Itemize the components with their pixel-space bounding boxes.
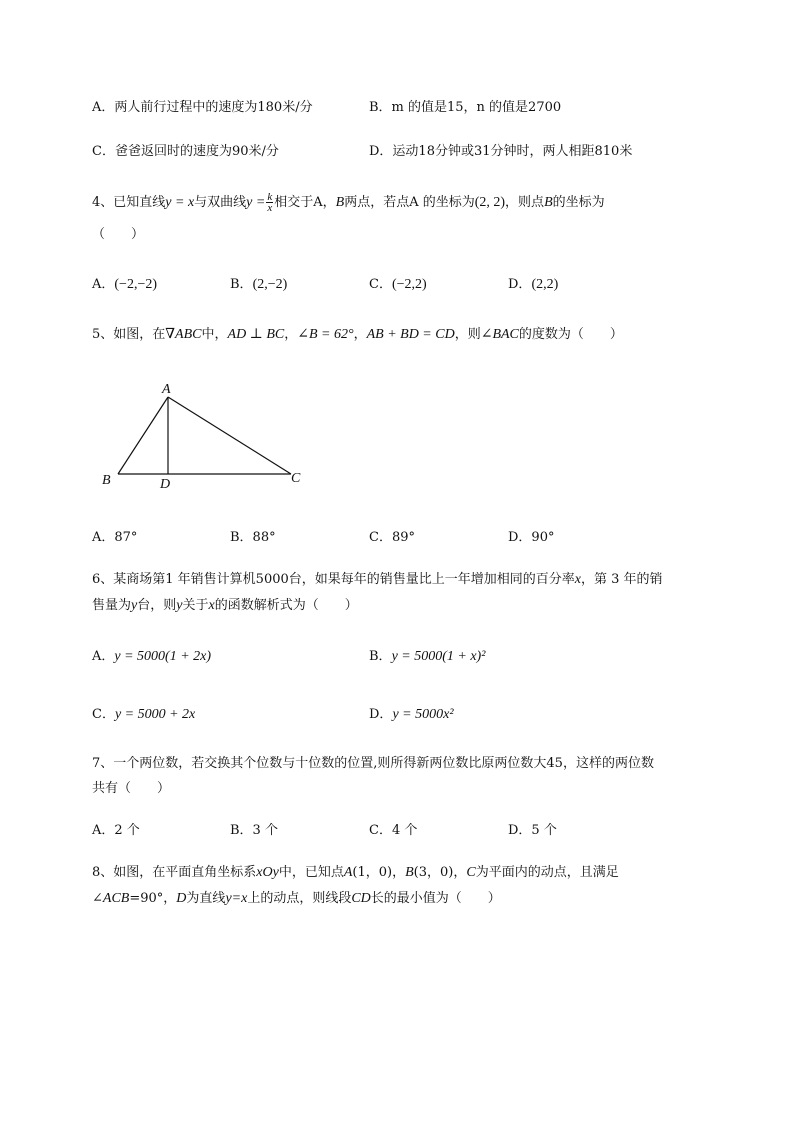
q5-side-ab <box>118 397 168 474</box>
q4-text-2: 与双曲线 <box>194 195 247 210</box>
q4-stem <box>92 192 605 213</box>
q8-text-6: ∠ <box>92 891 103 906</box>
q3-option-a: A．两人前行过程中的速度为180米/分 <box>92 100 313 115</box>
q6-option-b-value: y = 5000(1 + x)² <box>391 649 486 664</box>
q5-angle-bac: ∠BAC <box>480 327 519 342</box>
q8-text-2: 中，已知点 <box>278 865 344 880</box>
q5-option-d: D．90° <box>508 530 555 545</box>
q8-point-a: A <box>343 865 353 880</box>
q3-option-d: D．运动18分钟或31分钟时，两人相距810米 <box>369 144 633 159</box>
q4-text-1: 4、已知直线 <box>92 195 166 210</box>
q6-var-x-2: x <box>208 598 215 613</box>
q5-label-a: A <box>162 382 171 397</box>
q4-fraction <box>266 192 273 213</box>
q6-text-6: 的函数解析式为（ ） <box>214 598 358 613</box>
q5-option-c: C．89° <box>369 530 415 545</box>
q7-option-a: A．2 个 <box>92 823 140 838</box>
q6-option-d-label: D． <box>369 707 393 722</box>
q6-option-c-value: y = 5000 + 2x <box>114 707 196 722</box>
q8-text-10: 长的最小值为（ ） <box>370 891 501 906</box>
q8-stem-line-1 <box>92 864 619 882</box>
q4-text-3: 相交于A， <box>274 195 336 210</box>
q6-var-y-2: y <box>176 598 183 613</box>
q4-option-d <box>508 276 558 294</box>
q6-text-3: 售量为 <box>92 598 132 613</box>
q4-hyperbola-lhs: y = <box>246 195 266 210</box>
q7-stem-line-1: 7、一个两位数，若交换其个位数与十位数的位置,则所得新两位数比原两位数大45，这样的两位数 <box>92 756 654 771</box>
q5-option-a: A．87° <box>92 530 138 545</box>
q8-angle-acb: ACB <box>102 891 130 906</box>
q6-option-c-label: C． <box>92 707 115 722</box>
q5-condition-3: AB + BD = CD <box>366 327 455 342</box>
q4-answer-paren: （ ） <box>92 227 145 242</box>
q6-text-4: 台，则 <box>137 598 177 613</box>
q8-text-9: 上的动点，则线段 <box>247 891 352 906</box>
q5-side-ac <box>168 397 291 474</box>
q5-condition-2: ∠B = 62° <box>297 327 354 342</box>
q6-option-b <box>369 648 485 666</box>
q7-option-d: D．5 个 <box>508 823 557 838</box>
q8-text-4: (3，0)， <box>413 865 467 880</box>
q8-stem-line-2 <box>92 890 501 908</box>
q4-option-c <box>369 276 427 294</box>
q5-text-3: ， <box>284 327 298 342</box>
q6-stem-line-2 <box>92 597 358 615</box>
q5-option-b: B．88° <box>230 530 276 545</box>
q4-option-b <box>230 276 287 294</box>
q8-point-d: D <box>176 891 187 906</box>
q5-text-2: 中， <box>201 327 228 342</box>
q4-option-c-value: (−2,2) <box>391 277 427 292</box>
q6-option-b-label: B． <box>369 649 392 664</box>
q5-text-5: ，则 <box>454 327 481 342</box>
q3-option-c: C．爸爸返回时的速度为90米/分 <box>92 144 279 159</box>
q6-text-5: 关于 <box>182 598 209 613</box>
q4-text-6: 的坐标为 <box>552 195 605 210</box>
q8-text-1: 8、如图，在平面直角坐标系 <box>92 865 257 880</box>
q5-label-c: C <box>291 471 301 486</box>
q6-option-d-value: y = 5000x² <box>392 707 454 722</box>
q6-option-a <box>92 648 211 666</box>
q5-label-d: D <box>160 477 171 492</box>
q4-point-b: B <box>335 195 345 210</box>
q4-fraction-denominator: x <box>267 202 273 214</box>
q6-text-1: 6、某商场第1 年销售计算机5000台，如果每年的销售量比上一年增加相同的百分率 <box>92 572 575 587</box>
q7-option-c: C．4 个 <box>369 823 418 838</box>
q8-text-7: =90°， <box>129 891 177 906</box>
q4-fraction-numerator: k <box>267 191 273 203</box>
q5-label-b: B <box>102 473 111 488</box>
q8-text-5: 为平面内的动点，且满足 <box>475 865 619 880</box>
q5-text-4: ， <box>353 327 367 342</box>
q8-segment-cd: CD <box>351 891 371 906</box>
q6-var-y: y <box>131 598 138 613</box>
q8-point-b: B <box>405 865 414 880</box>
q5-stem <box>92 326 623 344</box>
q4-option-a-label: A． <box>92 277 115 292</box>
q4-option-a <box>92 276 157 294</box>
q5-text-1: 5、如图，在 <box>92 327 166 342</box>
q6-var-x: x <box>574 572 581 587</box>
q8-line-eq: y=x <box>225 891 248 906</box>
q6-option-a-label: A． <box>92 649 115 664</box>
q8-text-3: (1，0)， <box>352 865 406 880</box>
q5-triangle: ∇ABC <box>165 327 202 342</box>
q4-option-c-label: C． <box>369 277 392 292</box>
q4-line-equation: y = x <box>165 195 195 210</box>
q4-option-b-label: B． <box>230 277 253 292</box>
q4-option-b-value: (2,−2) <box>252 277 288 292</box>
q5-triangle-figure <box>95 378 315 493</box>
q4-coordinate: (2, 2) <box>474 195 506 210</box>
q7-stem-line-2: 共有（ ） <box>92 781 171 796</box>
q8-text-8: 为直线 <box>186 891 226 906</box>
q6-stem-line-1 <box>92 571 663 589</box>
q4-option-d-value: (2,2) <box>531 277 559 292</box>
q5-text-6: 的度数为（ ） <box>518 327 623 342</box>
q8-point-c: C <box>466 865 476 880</box>
q4-text-5: ，则点 <box>505 195 545 210</box>
q8-xoy: xOy <box>256 865 279 880</box>
q4-option-a-value: (−2,−2) <box>114 277 158 292</box>
q4-text-4: 两点，若点A 的坐标为 <box>344 195 475 210</box>
q5-condition-1: AD ⊥ BC <box>227 327 285 342</box>
q3-option-b: B．m 的值是15，n 的值是2700 <box>369 100 562 115</box>
q6-option-d <box>369 706 454 724</box>
q4-option-d-label: D． <box>508 277 532 292</box>
q6-text-2: ，第 3 年的销 <box>580 572 663 587</box>
q6-option-a-value: y = 5000(1 + 2x) <box>114 649 212 664</box>
q6-option-c <box>92 706 195 724</box>
q4-point-b-2: B <box>544 195 553 210</box>
q7-option-b: B．3 个 <box>230 823 278 838</box>
